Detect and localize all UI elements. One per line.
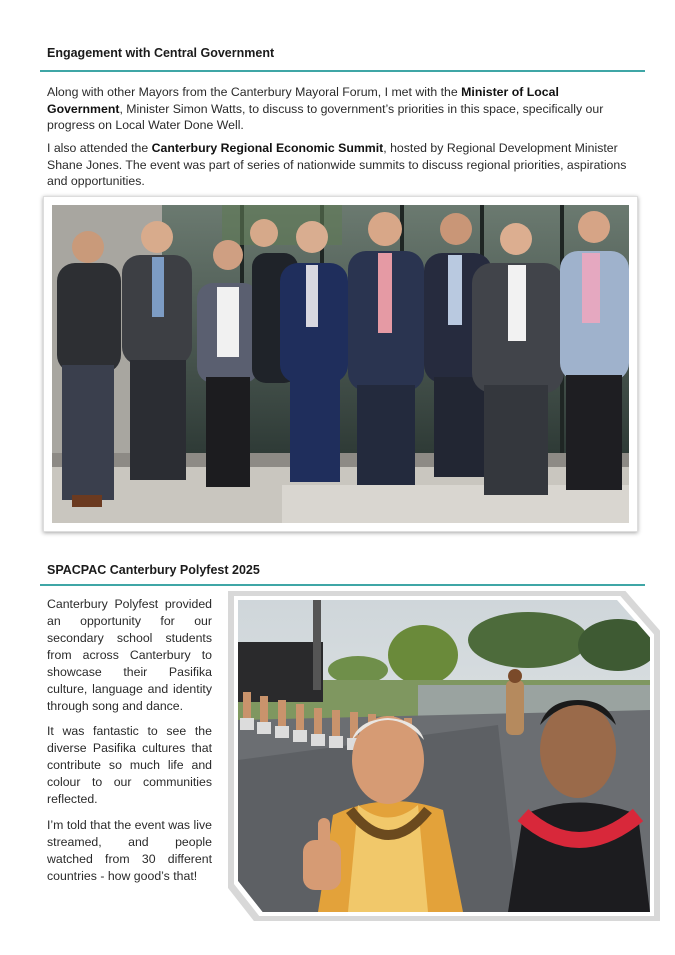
paragraph-diverse-cultures: It was fantastic to see the diverse Pasifika cultures that contribute so much life and colour to our communities reflected. [47,724,212,806]
mayors-group-photo [52,205,629,523]
section-divider [40,70,645,72]
polyfest-photo-frame [228,591,660,921]
paragraph-minister-meeting [47,84,637,134]
section-heading-polyfest: SPACPAC Canterbury Polyfest 2025 [47,563,260,577]
paragraph-economic-summit [47,140,637,190]
paragraph-text: I also attended the [47,141,152,155]
paragraph-text: , hosted by Regional Development Minister Shane Jones. The event was part of series of nationwide summits to discuss regional priorities, aspirations and opportunities. [47,141,627,188]
polyfest-selfie-photo [238,600,650,912]
paragraph-polyfest-opportunity: Canterbury Polyfest provided an opportunity for our secondary school students from across Canterbury to showcase their Pasifika culture, language and identity through song and dance. [47,597,212,713]
section-heading-central-government: Engagement with Central Government [47,46,275,60]
paragraph-live-streamed: I’m told that the event was live streamed, and people watched from 30 different countries - how good’s that! [47,818,212,883]
paragraph-text: Along with other Mayors from the Canterbury Mayoral Forum, I met with the [47,85,462,99]
polyfest-photo-mat [234,596,654,916]
bold-minister-title: Minister of Local Government [47,85,559,116]
section-divider [40,584,645,586]
bold-summit-name: Canterbury Regional Economic Summit [151,141,384,155]
mayors-group-photo-frame [43,196,638,532]
paragraph-text: , Minister Simon Watts, to discuss to government’s priorities in this space, specifically our progress on Local Water Done Well. [47,101,604,132]
